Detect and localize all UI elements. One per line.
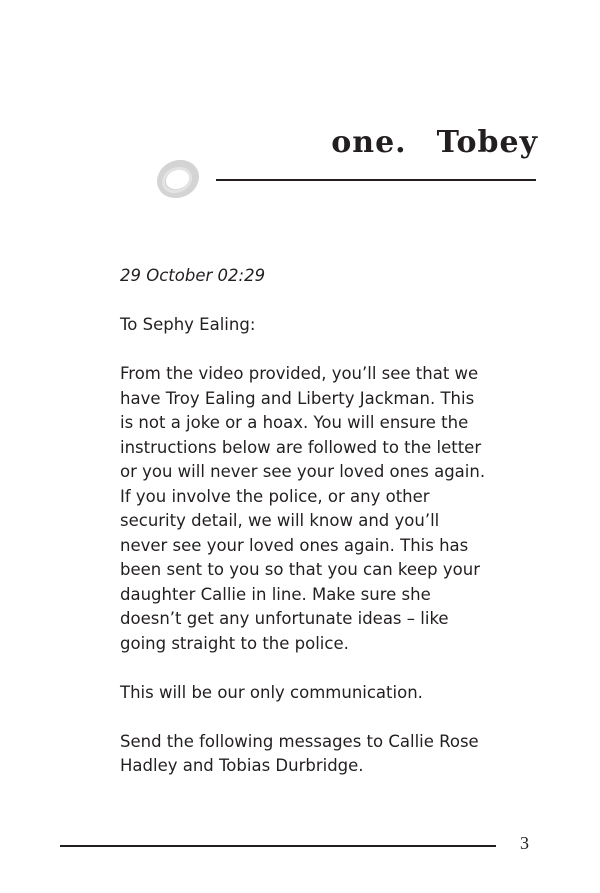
gray-brush-circle-icon (150, 157, 206, 201)
salutation: To Sephy Ealing: (120, 315, 256, 334)
body-paragraph: From the video provided, you’ll see that we have Troy Ealing and Liberty Jackman. This is not a joke or a hoax. You will ensure the instructions below are followed to the letter or you will never see your loved ones again. If you involve the police, or any other security detail, we will know and you’ll never see your loved ones again. This has been sent to you so that you can keep your daughter Callie in line. Make sure she doesn’t get any unfortunate ideas – like going straight to the police. (120, 364, 486, 653)
dateline: 29 October 02:29 (120, 266, 266, 285)
chapter-name: Tobey (436, 125, 538, 160)
footer-rule (60, 845, 496, 847)
body-paragraph: Send the following messages to Callie Rose Hadley and Tobias Durbridge. (120, 731, 479, 775)
chapter-title-rule (216, 179, 536, 181)
chapter-number: one. (331, 125, 407, 160)
page-number: 3 (520, 833, 529, 853)
chapter-title (331, 125, 538, 160)
body-paragraph: This will be our only communication. (120, 682, 423, 702)
page-body (120, 264, 490, 803)
